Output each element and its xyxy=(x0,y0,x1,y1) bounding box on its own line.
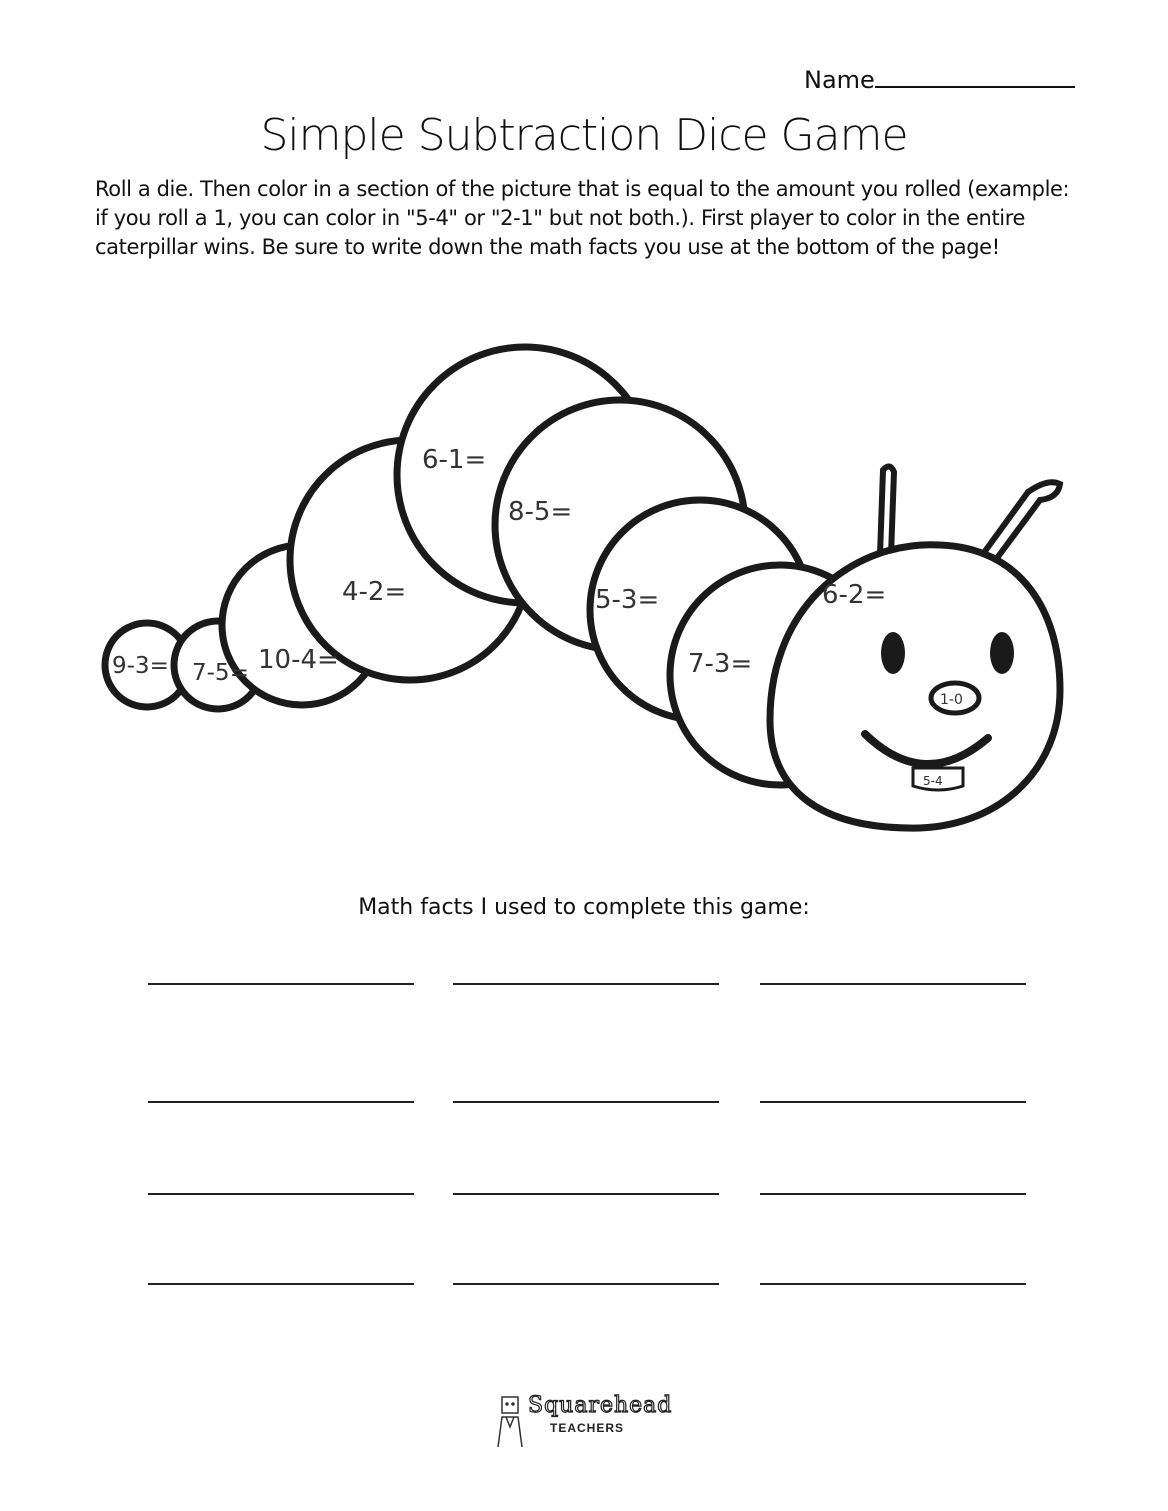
math-fact-blank[interactable] xyxy=(760,1100,1026,1103)
math-fact-blank[interactable] xyxy=(453,1192,719,1195)
math-fact-blank[interactable] xyxy=(760,1282,1026,1285)
math-fact-blank[interactable] xyxy=(453,982,719,985)
mouth-label: 5-4 xyxy=(923,774,943,788)
logo-name: Squarehead xyxy=(528,1393,673,1418)
segment-label: 7-3= xyxy=(688,649,753,679)
math-facts-label: Math facts I used to complete this game: xyxy=(358,895,810,920)
segment-label: 8-5= xyxy=(508,497,573,527)
segment-label: 7-5= xyxy=(192,660,249,686)
name-label: Name xyxy=(804,66,875,94)
math-fact-blank[interactable] xyxy=(760,1192,1026,1195)
math-fact-blank[interactable] xyxy=(453,1282,719,1285)
segment-label: 9-3= xyxy=(112,653,169,679)
squarehead-teachers-logo xyxy=(490,1393,690,1453)
math-fact-blank[interactable] xyxy=(148,1100,414,1103)
segment-label: 5-3= xyxy=(595,585,660,615)
segment-label: 4-2= xyxy=(342,577,407,607)
math-fact-blank[interactable] xyxy=(148,1282,414,1285)
teacher-figure-icon xyxy=(490,1393,530,1449)
left-eye xyxy=(881,632,905,674)
math-fact-blank[interactable] xyxy=(148,1192,414,1195)
math-fact-blank[interactable] xyxy=(760,982,1026,985)
nose-label: 1-0 xyxy=(940,692,963,708)
logo-sub: TEACHERS xyxy=(550,1421,625,1435)
name-blank-line[interactable] xyxy=(875,66,1075,88)
segment-label: 6-1= xyxy=(422,445,487,475)
name-field[interactable] xyxy=(804,66,1075,94)
segment-label: 10-4= xyxy=(258,645,339,675)
caterpillar-illustration xyxy=(0,300,1168,860)
instructions-text: Roll a die. Then color in a section of the picture that is equal to the amount you rolled (example: if you roll a 1, you can color in "5-4" or "2-1" but not both.). First player to color in the entire caterpillar wins. Be sure to write down the math facts you use at the bottom of the page! xyxy=(95,177,1070,259)
math-fact-blank[interactable] xyxy=(148,982,414,985)
math-fact-blank[interactable] xyxy=(453,1100,719,1103)
page-title: Simple Subtraction Dice Game xyxy=(260,110,908,161)
segment-label: 6-2= xyxy=(822,580,887,610)
right-eye xyxy=(990,632,1014,674)
